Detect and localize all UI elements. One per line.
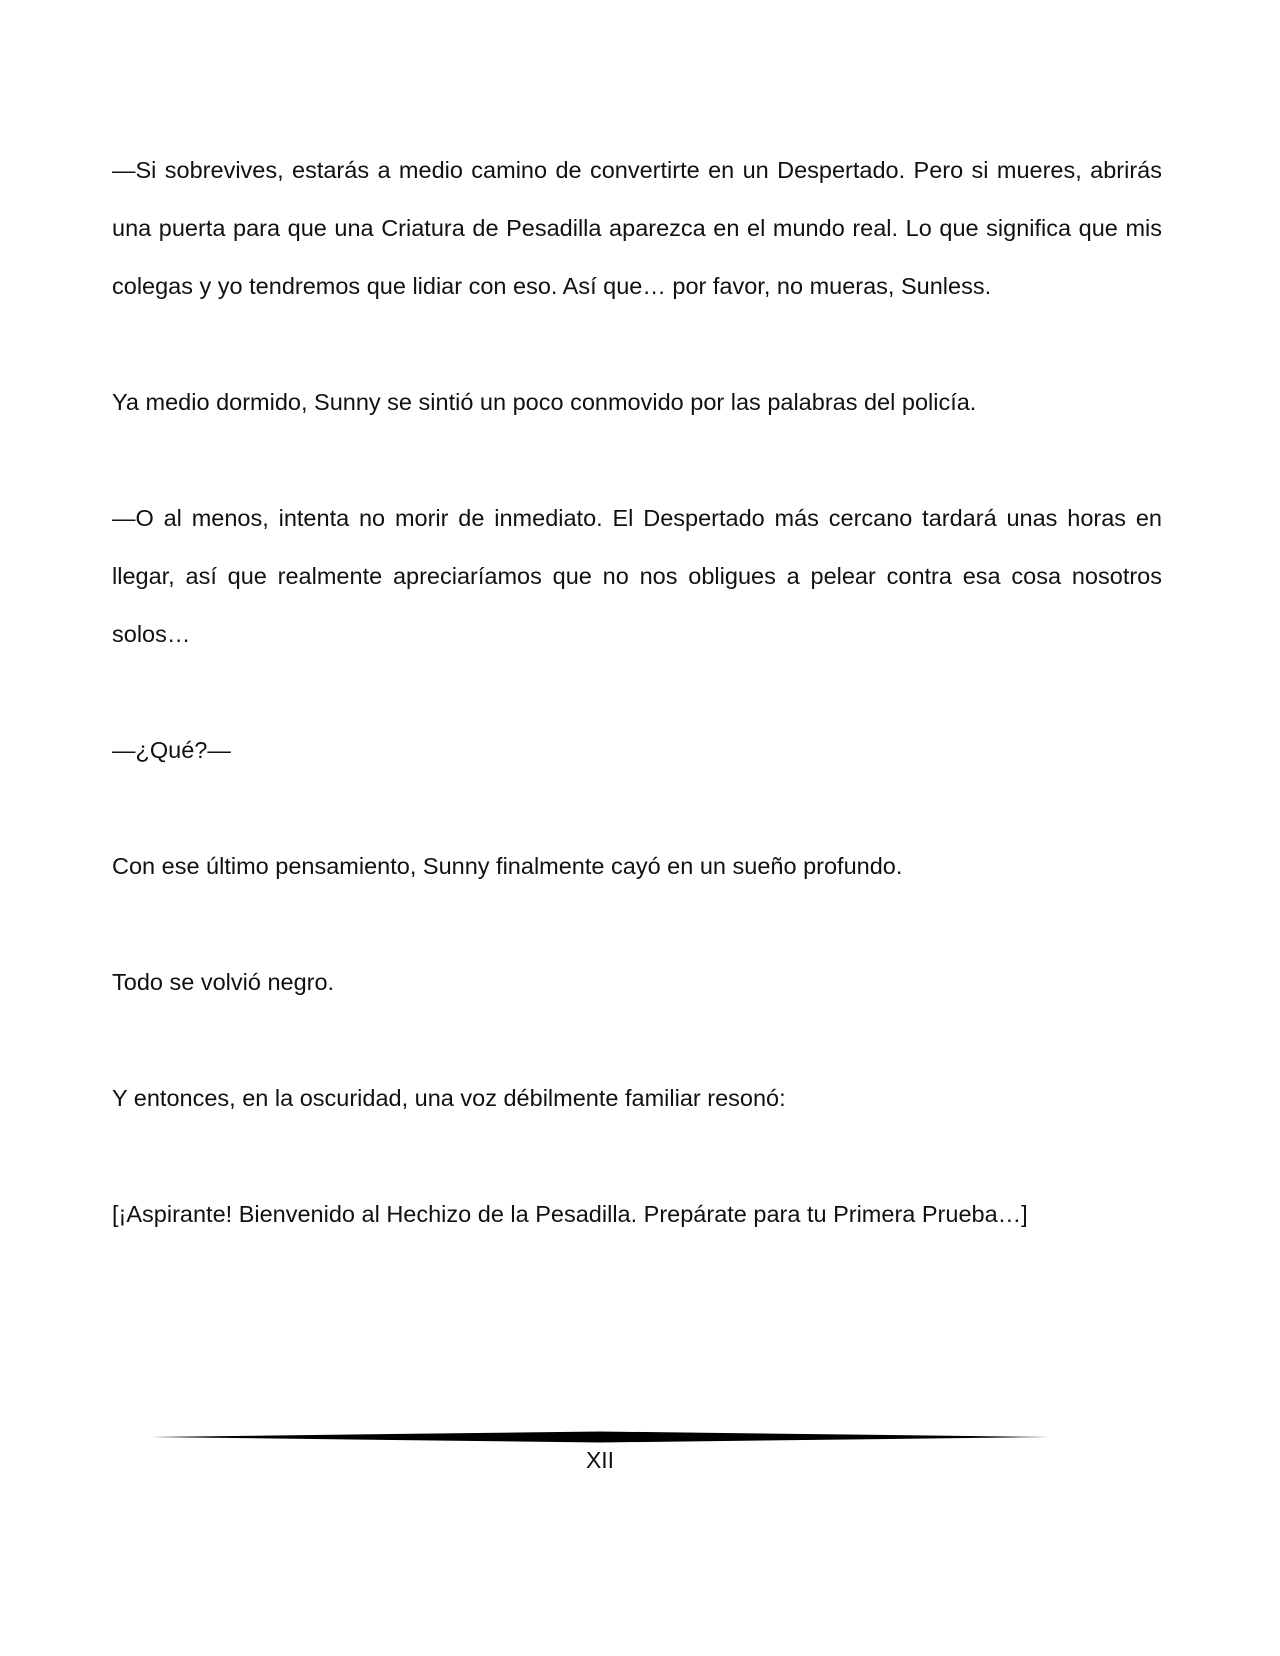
- body-text: [112, 141, 1162, 1301]
- paragraph-half-asleep: Ya medio dormido, Sunny se sintió un poco conmovido por las palabras del policía.: [112, 389, 977, 415]
- paragraph-black: Todo se volvió negro.: [112, 969, 335, 995]
- paragraph-voice: Y entonces, en la oscuridad, una voz débilmente familiar resonó:: [112, 1085, 786, 1111]
- paragraph-what: —¿Qué?—: [112, 737, 231, 763]
- footer-divider-icon: [150, 1430, 1050, 1444]
- paragraph-spell-message: [¡Aspirante! Bienvenido al Hechizo de la Pesadilla. Prepárate para tu Primera Prueba…]: [112, 1201, 1028, 1227]
- paragraph-deep-sleep: Con ese último pensamiento, Sunny finalmente cayó en un sueño profundo.: [112, 853, 903, 879]
- paragraph-dont-die: —O al menos, intenta no morir de inmediato. El Despertado más cercano tardará unas horas en llegar, así que realmente apreciaríamos que no nos obligues a pelear contra esa cosa nosotros solos…: [112, 505, 1162, 647]
- paragraph-warning: —Si sobrevives, estarás a medio camino de convertirte en un Despertado. Pero si mueres, abrirás una puerta para que una Criatura de Pesadilla aparezca en el mundo real. Lo que significa que mis colegas y yo tendremos que lidiar con eso. Así que… por favor, no mueras, Sunless.: [112, 157, 1162, 299]
- page-number: XII: [585, 1447, 615, 1473]
